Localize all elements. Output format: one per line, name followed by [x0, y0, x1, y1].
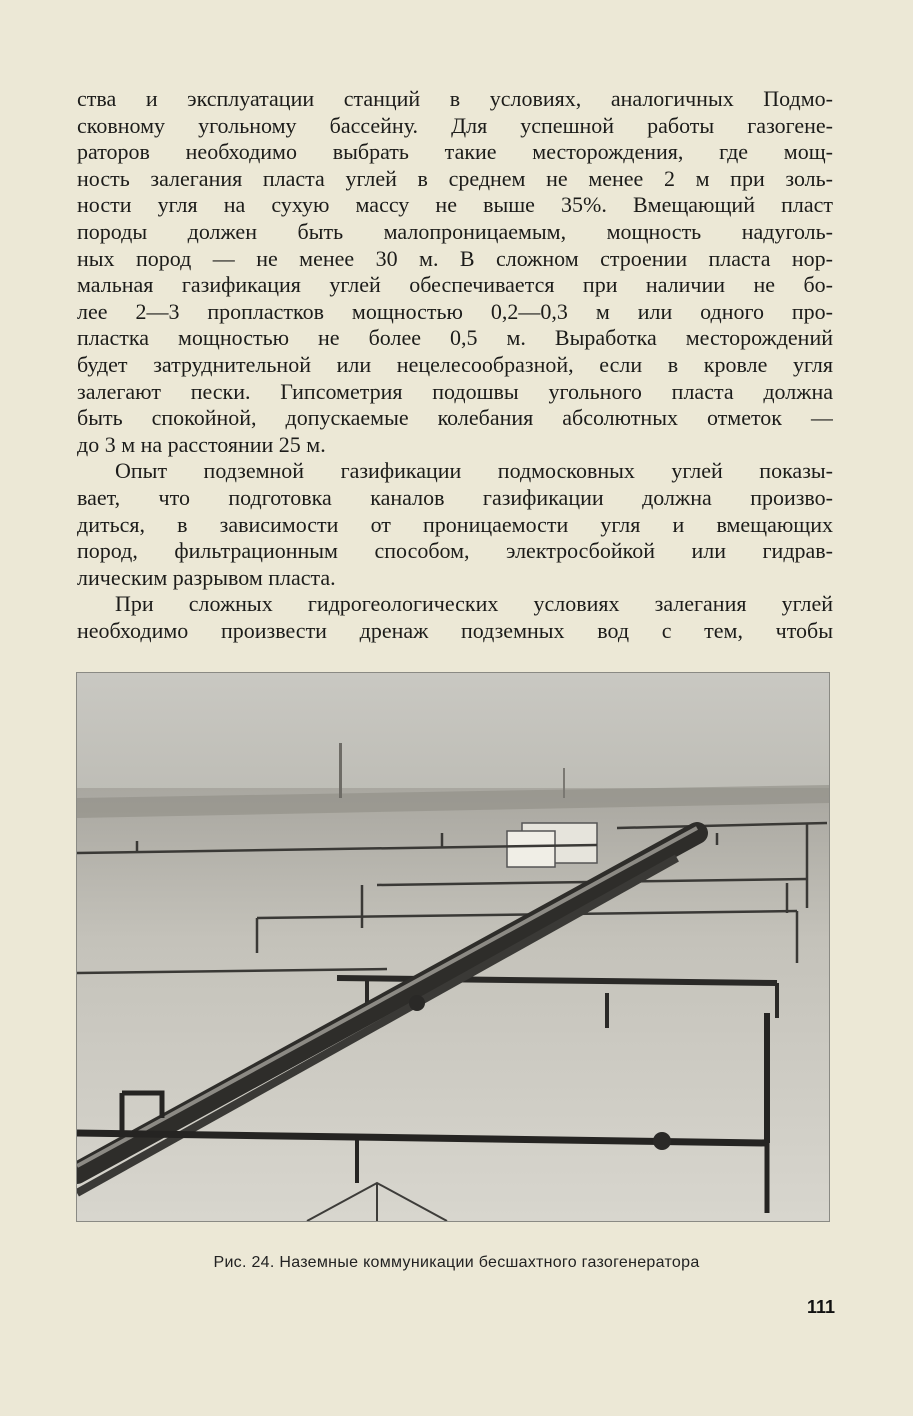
text-line: необходимо произвести дренаж подземных вод с тем, чтобы — [77, 617, 833, 643]
text-line: Опыт подземной газификации подмосковных углей показы- — [115, 458, 833, 484]
text-line: ства и эксплуатации станций в условиях, аналогичных Подмо- — [77, 86, 833, 111]
text-line: залегают пески. Гипсометрия подошвы угольного пласта должна — [77, 378, 833, 404]
text-line: пород, фильтрационным способом, электросбойкой или гидрав- — [77, 538, 833, 564]
text-line: ных пород — не менее 30 м. В сложном строении пласта нор- — [77, 245, 833, 271]
text-line: быть спокойной, допускаемые колебания абсолютных отметок — — [77, 405, 833, 431]
text-line: ность залегания пласта углей в среднем не менее 2 м при золь- — [77, 165, 833, 191]
figure-photo — [76, 672, 830, 1222]
body-text — [77, 86, 833, 644]
text-line: лее 2—3 пропластков мощностью 0,2—0,3 м или одного про- — [77, 298, 833, 324]
figure-caption: Рис. 24. Наземные коммуникации бесшахтного газогенератора — [213, 1254, 700, 1271]
text-line: мальная газификация углей обеспечивается при наличии не бо- — [77, 272, 833, 298]
text-line: будет затруднительной или нецелесообразной, если в кровле угля — [77, 351, 833, 377]
pipeline-photo-illustration — [77, 673, 829, 1221]
text-line: ности угля на сухую массу не выше 35%. Вмещающий пласт — [77, 192, 833, 218]
page-number: 111 — [806, 1297, 835, 1317]
text-line: до 3 м на расстоянии 25 м. — [77, 431, 326, 457]
text-line: диться, в зависимости от проницаемости угля и вмещающих — [77, 511, 833, 537]
text-line: сковному угольному бассейну. Для успешной работы газогене- — [77, 112, 833, 138]
text-line: вает, что подготовка каналов газификации должна произво- — [77, 484, 833, 510]
text-line: породы должен быть малопроницаемым, мощность надуголь- — [77, 218, 833, 244]
text-line: При сложных гидрогеологических условиях залегания углей — [115, 591, 833, 617]
text-line: раторов необходимо выбрать такие месторождения, где мощ- — [77, 139, 833, 165]
text-line: пластка мощностью не более 0,5 м. Выработка месторождений — [77, 325, 833, 351]
text-line: лическим разрывом пласта. — [77, 564, 336, 590]
